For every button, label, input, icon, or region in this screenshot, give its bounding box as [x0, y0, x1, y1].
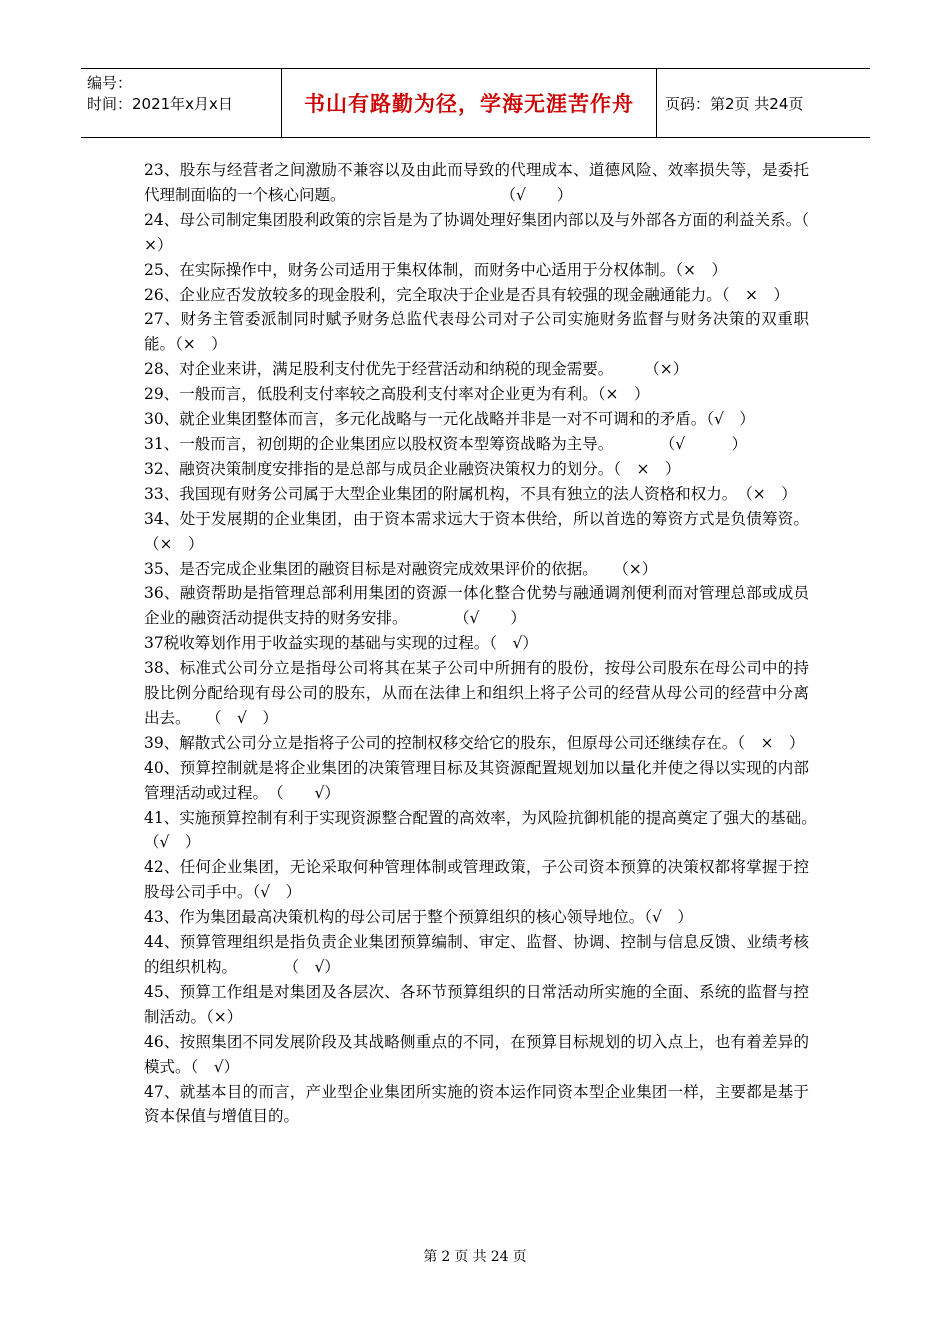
list-item: 32、融资决策制度安排指的是总部与成员企业融资决策权力的划分。（ × ） — [144, 459, 681, 478]
list-item: 40、预算控制就是将企业集团的决策管理目标及其资源配置规划加以量化并使之得以实现的内部管理活动或过程。 （ √） — [144, 758, 809, 802]
list-item: 46、按照集团不同发展阶段及其战略侧重点的不同，在预算目标规划的切入点上，也有着差异的模式。（ √） — [144, 1032, 809, 1076]
list-item: 47、就基本目的而言，产业型企业集团所实施的资本运作同资本型企业集团一样，主要都是基于资本保值与增值目的。 — [144, 1082, 809, 1126]
footer-page-number: 2 — [441, 1249, 451, 1265]
list-item: 42、任何企业集团，无论采取何种管理体制或管理政策，子公司资本预算的决策权都将掌握于控股母公司手中。（√ ） — [144, 858, 809, 902]
list-item: 29、一般而言，低股利支付率较之高股利支付率对企业更为有利。（× ） — [144, 385, 650, 404]
footer-page-total: 24 — [490, 1249, 509, 1265]
list-item: 37税收筹划作用于收益实现的基础与实现的过程。（ √） — [144, 634, 538, 653]
list-item: 30、就企业集团整体而言，多元化战略与一元化战略并非是一对不可调和的矛盾。（√ ） — [144, 410, 755, 429]
list-item: 24、母公司制定集团股利政策的宗旨是为了协调处理好集团内部以及与外部各方面的利益关系。（ ×） — [144, 210, 856, 254]
list-item: 44、预算管理组织是指负责企业集团预算编制、审定、监督、协调、控制与信息反馈、业绩考核的组织机构。 （ √） — [144, 933, 809, 976]
footer-page-mid: 页 共 — [454, 1249, 487, 1265]
question-list — [144, 158, 856, 1129]
list-item: 27、财务主管委派制同时赋予财务总监代表母公司对子公司实施财务监督与财务决策的双重职能。（× ） — [144, 310, 809, 354]
list-item: 34、处于发展期的企业集团，由于资本需求远大于资本供给，所以首选的筹资方式是负债筹资。（× ） — [144, 509, 809, 553]
list-item: 23、股东与经营者之间激励不兼容以及由此而导致的代理成本、道德风险、效率损失等，是委托代理制面临的一个核心问题。 （√ ） — [144, 161, 809, 204]
list-item: 35、是否完成企业集团的融资目标是对融资完成效果评价的依据。 （×） — [144, 559, 658, 578]
list-item: 45、预算工作组是对集团及各层次、各环节预算组织的日常活动所实施的全面、系统的监督与控制活动。（×） — [144, 982, 809, 1026]
page-footer — [0, 1246, 950, 1266]
list-item: 33、我国现有财务公司属于大型企业集团的附属机构，不具有独立的法人资格和权力。 （× ） — [144, 484, 797, 503]
list-item: 38、标准式公司分立是指母公司将其在某子公司中所拥有的股份，按母公司股东在母公司中的持股比例分配给现有母公司的股东，从而在法律上和组织上将子公司的经营从母公司的经营中分离出去。 （ √ ） — [144, 659, 809, 727]
document-number-label: 编号： — [87, 74, 133, 92]
document-time-label: 时间：2021年x月x日 — [87, 95, 233, 113]
list-item: 41、实施预算控制有利于实现资源整合配置的高效率，为风险抗御机能的提高奠定了强大的基础。 （√ ） — [144, 808, 825, 852]
list-item: 26、企业应否发放较多的现金股利，完全取决于企业是否具有较强的现金融通能力。（ × ） — [144, 285, 789, 304]
footer-page-prefix: 第 — [423, 1249, 438, 1265]
list-item: 36、融资帮助是指管理总部利用集团的资源一体化整合优势与融通调剂便利而对管理总部或成员企业的融资活动提供支持的财务安排。 （√ ） — [144, 584, 809, 628]
header-page-info: 页码：第2页 共24页 — [665, 94, 804, 113]
list-item: 39、解散式公司分立是指将子公司的控制权移交给它的股东，但原母公司还继续存在。（ × ） — [144, 733, 805, 752]
list-item: 25、在实际操作中，财务公司适用于集权体制，而财务中心适用于分权体制。（× ） — [144, 260, 727, 279]
header-meta — [81, 69, 282, 137]
list-item: 31、一般而言，初创期的企业集团应以股权资本型筹资战略为主导。 （√ ） — [144, 434, 748, 453]
header-motto: 书山有路勤为径，学海无涯苦作舟 — [282, 69, 657, 137]
list-item: 28、对企业来讲，满足股利支付优先于经营活动和纳税的现金需要。 （×） — [144, 360, 689, 379]
footer-page-suffix: 页 — [512, 1249, 527, 1265]
page-header — [81, 68, 870, 138]
list-item: 43、作为集团最高决策机构的母公司居于整个预算组织的核心领导地位。（√ ） — [144, 908, 693, 927]
